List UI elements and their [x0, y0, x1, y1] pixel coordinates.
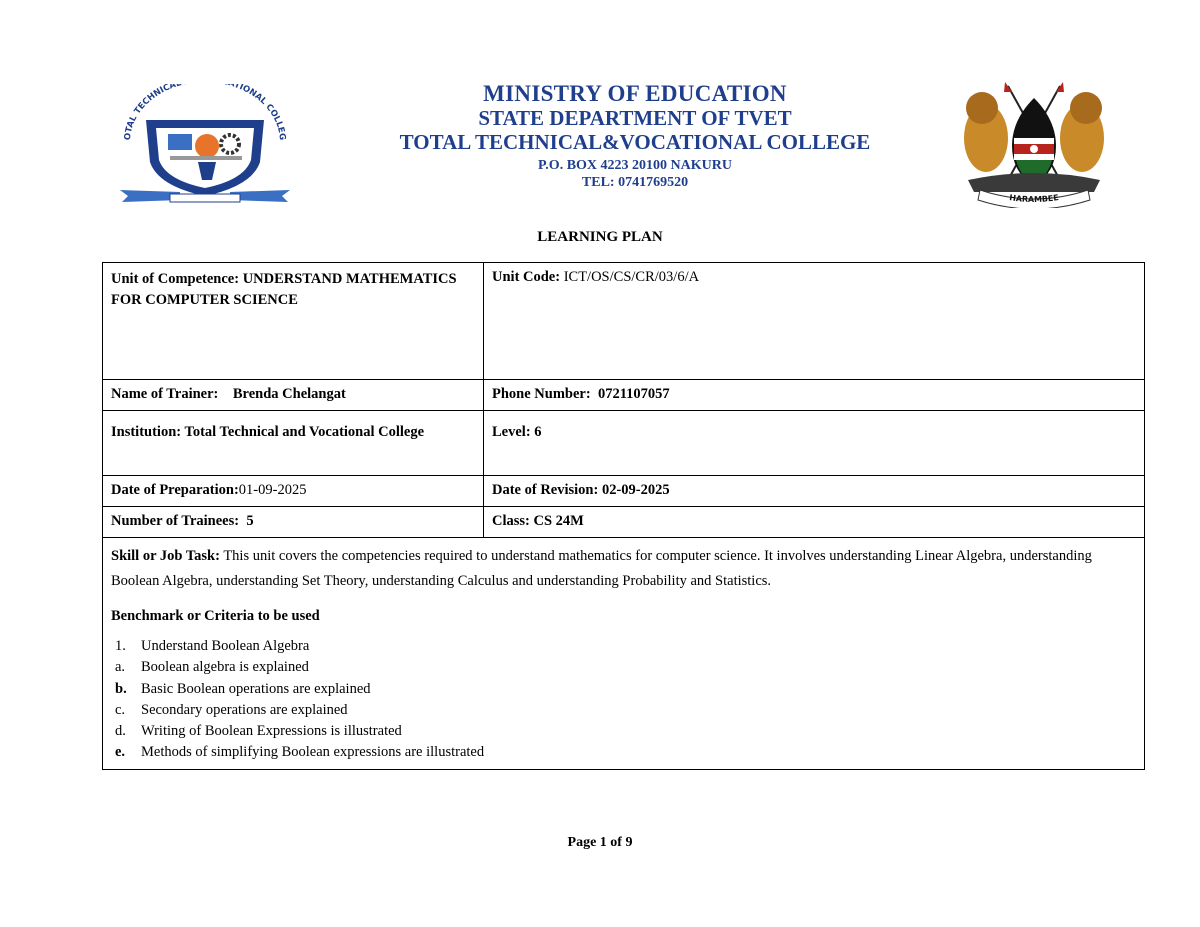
benchmark-heading: Benchmark or Criteria to be used [111, 608, 320, 625]
list-item-text: Boolean algebra is explained [141, 659, 309, 676]
preparation-date-cell [103, 476, 484, 507]
list-item-text: Understand Boolean Algebra [141, 638, 310, 655]
institution-value: Total Technical and Vocational College [184, 424, 425, 440]
skill-task-cell [103, 538, 1145, 770]
list-item-text: Basic Boolean operations are explained [141, 680, 371, 697]
unit-code-label: Unit Code: [492, 269, 561, 285]
skill-task-text: This unit covers the competencies required to understand mathematics for computer science. It involves understanding Linear Algebra, understanding Boolean Algebra, understanding Set Theory, understanding Calculus and understanding Probability and Statistics. [111, 548, 1092, 589]
list-item [111, 700, 1136, 721]
list-marker: a. [115, 659, 126, 676]
college-title: TOTAL TECHNICAL&VOCATIONAL COLLEGE [399, 130, 871, 154]
table-row [103, 380, 1145, 411]
trainer-cell [103, 380, 484, 411]
table-row [103, 538, 1145, 770]
postal-address: P.O. BOX 4223 20100 NAKURU [538, 158, 732, 173]
ministry-title: MINISTRY OF EDUCATION [483, 81, 787, 106]
list-item [111, 742, 1136, 763]
list-marker: e. [115, 743, 126, 760]
list-marker: b. [115, 680, 127, 697]
svg-text:HARAMBEE [1009, 193, 1060, 204]
unit-code-cell [484, 263, 1145, 380]
class-label: Class: [492, 513, 530, 529]
state-department-title: STATE DEPARTMENT OF TVET [478, 106, 792, 130]
class-cell [484, 507, 1145, 538]
table-row [103, 507, 1145, 538]
list-item [111, 657, 1136, 678]
list-marker: d. [115, 722, 126, 739]
page-number: Page 1 of 9 [567, 835, 633, 850]
kenya-coat-of-arms [958, 80, 1110, 208]
unit-competence-cell [103, 263, 484, 380]
list-item [111, 636, 1136, 657]
revision-date-value: 02-09-2025 [601, 482, 670, 498]
unit-competence-value: UNDERSTAND MATHEMATICS FOR COMPUTER SCIENCE [111, 271, 457, 309]
trainer-label: Name of Trainer: [111, 386, 219, 402]
preparation-date-value: 01-09-2025 [238, 482, 307, 498]
coat-of-arms-motto: HARAMBEE [1008, 193, 1060, 205]
table-row [103, 476, 1145, 507]
level-value: 6 [534, 424, 542, 440]
trainer-value: Brenda Chelangat [232, 386, 346, 402]
phone-cell [484, 380, 1145, 411]
skill-task-paragraph [111, 544, 1136, 593]
revision-date-label: Date of Revision: [492, 482, 599, 498]
list-item [111, 679, 1136, 700]
unit-competence-label: Unit of Competence: [111, 271, 240, 287]
list-item-text: Methods of simplifying Boolean expressions are illustrated [141, 743, 485, 760]
trainees-cell [103, 507, 484, 538]
learning-plan-table [102, 262, 1145, 770]
table-row [103, 411, 1145, 476]
unit-code-value: ICT/OS/CS/CR/03/6/A [563, 269, 700, 285]
level-cell [484, 411, 1145, 476]
level-label: Level: [492, 424, 531, 440]
list-item [111, 721, 1136, 742]
list-marker: 1. [115, 638, 126, 655]
trainees-value: 5 [246, 513, 254, 529]
skill-task-label: Skill or Job Task: [111, 548, 220, 564]
telephone: TEL: 0741769520 [581, 175, 689, 190]
class-value: CS 24M [533, 513, 584, 529]
document-title: LEARNING PLAN [537, 229, 663, 245]
crest-arc-text: OTAL TECHNICA TIONAL COLLEG [122, 84, 288, 141]
institution-cell [103, 411, 484, 476]
phone-label: Phone Number: [492, 386, 591, 402]
list-marker: c. [115, 701, 126, 718]
trainees-label: Number of Trainees: [111, 513, 240, 529]
phone-value: 0721107057 [597, 386, 670, 402]
college-crest-logo [110, 84, 300, 210]
preparation-date-label: Date of Preparation: [111, 482, 239, 498]
criteria-list [111, 636, 1136, 762]
list-item-text: Writing of Boolean Expressions is illustrated [141, 722, 402, 739]
list-item-text: Secondary operations are explained [141, 701, 348, 718]
letterhead [330, 82, 940, 193]
table-row [103, 263, 1145, 380]
institution-label: Institution: [111, 424, 182, 440]
revision-date-cell [484, 476, 1145, 507]
